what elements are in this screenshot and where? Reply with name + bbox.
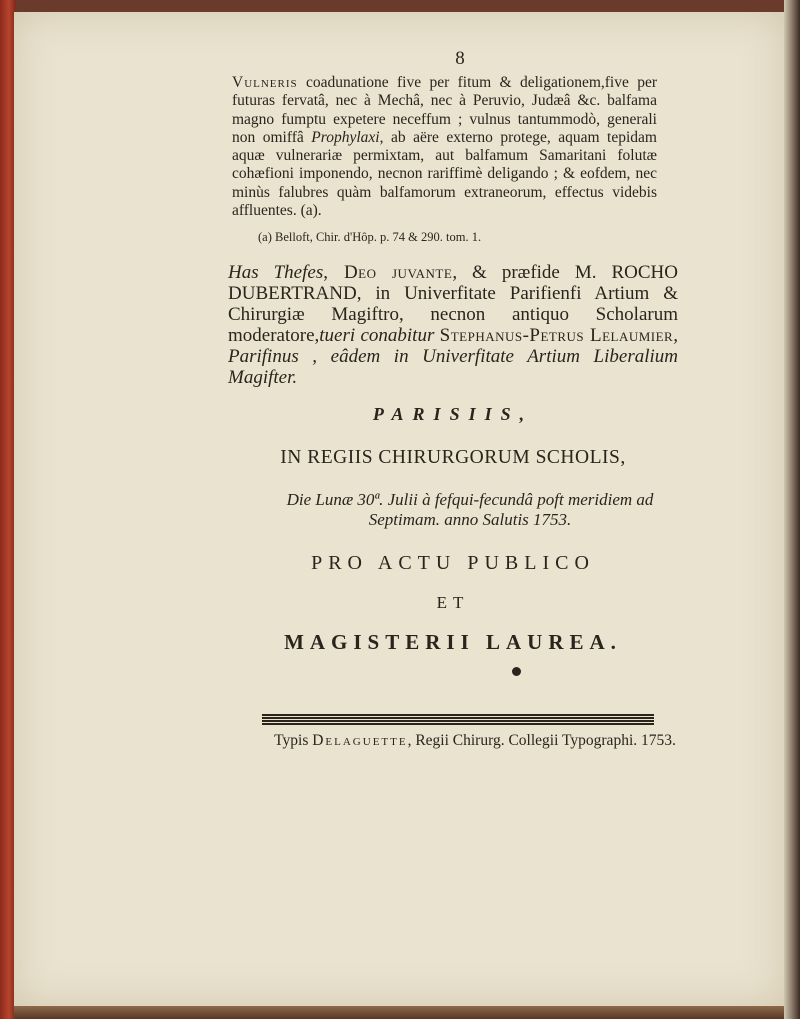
- paragraph-text: coadunatione five per fitum & deligationem,five per futuras fervatâ, nec à Mechâ, nec à Peruvio, Judæâ &c. balfama magno fumptu expetere neceffum ; vulnus tantummodò, generali non omiffâ: [232, 74, 657, 146]
- ornament-dot: [512, 667, 521, 676]
- paragraph-text-end: , ab aëre externo protege, aquam tepidam aquæ vulnerariæ permixtam, aut balfamum Samaritani folutæ cohæfioni imponendo, necnon rariffimè deligando ; & eofdem, nec minùs falubres quàm balfamorum extraneorum, effectus videbis affluentes. (a).: [232, 128, 657, 220]
- dedication-closing: , Parifinus , eâdem in Univerfitate Artium Liberalium Magifter.: [228, 325, 678, 388]
- paragraph-italic-term: Prophylaxi: [311, 128, 380, 146]
- page-number: 8: [455, 48, 465, 69]
- imprint-rest: , Regii Chirurg. Collegii Typographi. 1753.: [407, 732, 676, 749]
- dedication-open: Has Thefes: [228, 262, 324, 283]
- institution-line: IN REGIIS CHIRURGORUM SCHOLIS,: [280, 447, 626, 468]
- book-edge-bottom: [14, 1006, 784, 1019]
- title-line-2: ET: [436, 593, 470, 612]
- book-edge-right: [784, 0, 800, 1019]
- double-rule: [262, 714, 654, 726]
- title-line-1: PRO ACTU PUBLICO: [311, 552, 595, 574]
- paragraph-lead-word: Vulneris: [232, 74, 298, 91]
- title-line-3: MAGISTERII LAUREA.: [284, 630, 622, 654]
- footnote: (a) Belloft, Chir. d'Hôp. p. 74 & 290. tom. 1.: [258, 230, 482, 244]
- dedication-tueri: tueri conabitur: [319, 325, 440, 346]
- body-paragraph: [232, 74, 657, 220]
- dedication-praeside: , & præfide M. ROCHO DUBERTRAND, in Univerfitate Parifienfi Artium & Chirurgiæ Magiftro, necnon antiquo Scholarum moderatore,: [228, 262, 678, 346]
- imprint: [270, 732, 680, 749]
- dedication-author: Stephanus-Petrus Lelaumier: [439, 325, 674, 346]
- imprint-typis: Typis: [274, 732, 313, 749]
- dedication-deo-juvante: , Deo juvante: [323, 262, 453, 283]
- date-line: Die Lunæ 30ª. Julii à fefqui-fecundâ poft meridiem ad Septimam. anno Salutis 1753.: [286, 490, 654, 529]
- place-line: PARISIIS,: [372, 404, 534, 424]
- dedication-paragraph: [228, 262, 678, 388]
- imprint-printer: Delaguette: [312, 732, 408, 749]
